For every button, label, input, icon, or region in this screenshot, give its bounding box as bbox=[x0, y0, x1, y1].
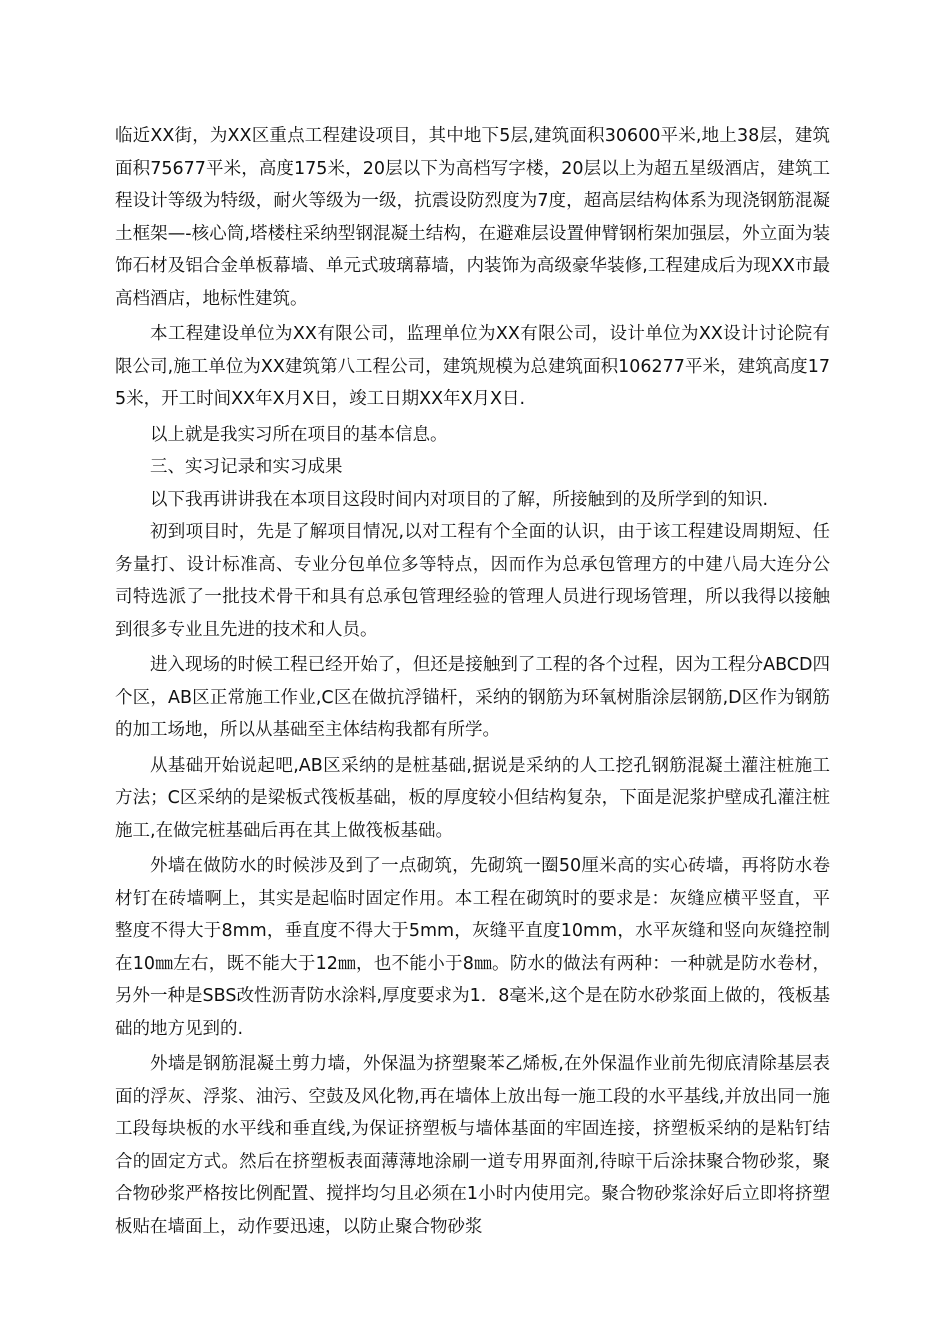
paragraph-8: 从基础开始说起吧,AB区采纳的是桩基础,据说是采纳的人工挖孔钢筋混凝土灌注桩施工方法；C区采纳的是梁板式筏板基础，板的厚度较小但结构复杂，下面是泥浆护壁成孔灌注桩施工,在做完桩基础后再在其上做筏板基础。 bbox=[115, 755, 830, 841]
document-page bbox=[115, 120, 830, 1243]
paragraph-2: 本工程建设单位为XX有限公司，监理单位为XX有限公司，设计单位为XX设计讨论院有限公司,施工单位为XX建筑第八工程公司，建筑规模为总建筑面积106277平米，建筑高度175米，开工时间XX年X月X日，竣工日期XX年X月X日. bbox=[115, 324, 830, 409]
paragraph-9: 外墙在做防水的时候涉及到了一点砌筑，先砌筑一圈50厘米高的实心砖墙，再将防水卷材钉在砖墙啊上，其实是起临时固定作用。本工程在砌筑时的要求是：灰缝应横平竖直，平整度不得大于8mm，垂直度不得大于5mm，灰缝平直度10mm，水平灰缝和竖向灰缝控制在10㎜左右，既不能大于12㎜，也不能小于8㎜。防水的做法有两种：一种就是防水卷材，另外一种是SBS改性沥青防水涂料,厚度要求为1．8毫米,这个是在防水砂浆面上做的，筏板基础的地方见到的. bbox=[115, 856, 830, 1039]
paragraph-10: 外墙是钢筋混凝土剪力墙，外保温为挤塑聚苯乙烯板,在外保温作业前先彻底清除基层表面的浮灰、浮浆、油污、空鼓及风化物,再在墙体上放出每一施工段的水平基线,并放出同一施工段每块板的水平线和垂直线,为保证挤塑板与墙体基面的牢固连接，挤塑板采纳的是粘钉结合的固定方式。然后在挤塑板表面薄薄地涂刷一道专用界面剂,待晾干后涂抹聚合物砂浆，聚合物砂浆严格按比例配置、搅拌均匀且必须在1小时内使用完。聚合物砂浆涂好后立即将挤塑板贴在墙面上，动作要迅速，以防止聚合物砂浆 bbox=[115, 1054, 830, 1237]
paragraph-5: 以下我再讲讲我在本项目这段时间内对项目的了解，所接触到的及所学到的知识. bbox=[150, 489, 769, 510]
paragraph-1: 临近XX街，为XX区重点工程建设项目，其中地下5层,建筑面积30600平米,地上38层，建筑面积75677平米，高度175米，20层以下为高档写字楼，20层以上为超五星级酒店，建筑工程设计等级为特级，耐火等级为一级，抗震设防烈度为7度，超高层结构体系为现浇钢筋混凝土框架—-核心筒,塔楼柱采纳型钢混凝土结构，在避难层设置伸臂钢桁架加强层，外立面为装饰石材及铝合金单板幕墙、单元式玻璃幕墙，内装饰为高级豪华装修,工程建成后为现XX市最高档酒店，地标性建筑。 bbox=[115, 126, 830, 309]
paragraph-6: 初到项目时，先是了解项目情况,以对工程有个全面的认识，由于该工程建设周期短、任务量打、设计标准高、专业分包单位多等特点，因而作为总承包管理方的中建八局大连分公司特选派了一批技术骨干和具有总承包管理经验的管理人员进行现场管理，所以我得以接触到很多专业且先进的技术和人员。 bbox=[115, 522, 830, 640]
paragraph-7: 进入现场的时候工程已经开始了，但还是接触到了工程的各个过程，因为工程分ABCD四个区，AB区正常施工作业,C区在做抗浮锚杆，采纳的钢筋为环氧树脂涂层钢筋,D区作为钢筋的加工场地，所以从基础至主体结构我都有所学。 bbox=[115, 655, 830, 740]
paragraph-3: 以上就是我实习所在项目的基本信息。 bbox=[150, 424, 448, 445]
section-heading: 三、实习记录和实习成果 bbox=[150, 457, 343, 477]
